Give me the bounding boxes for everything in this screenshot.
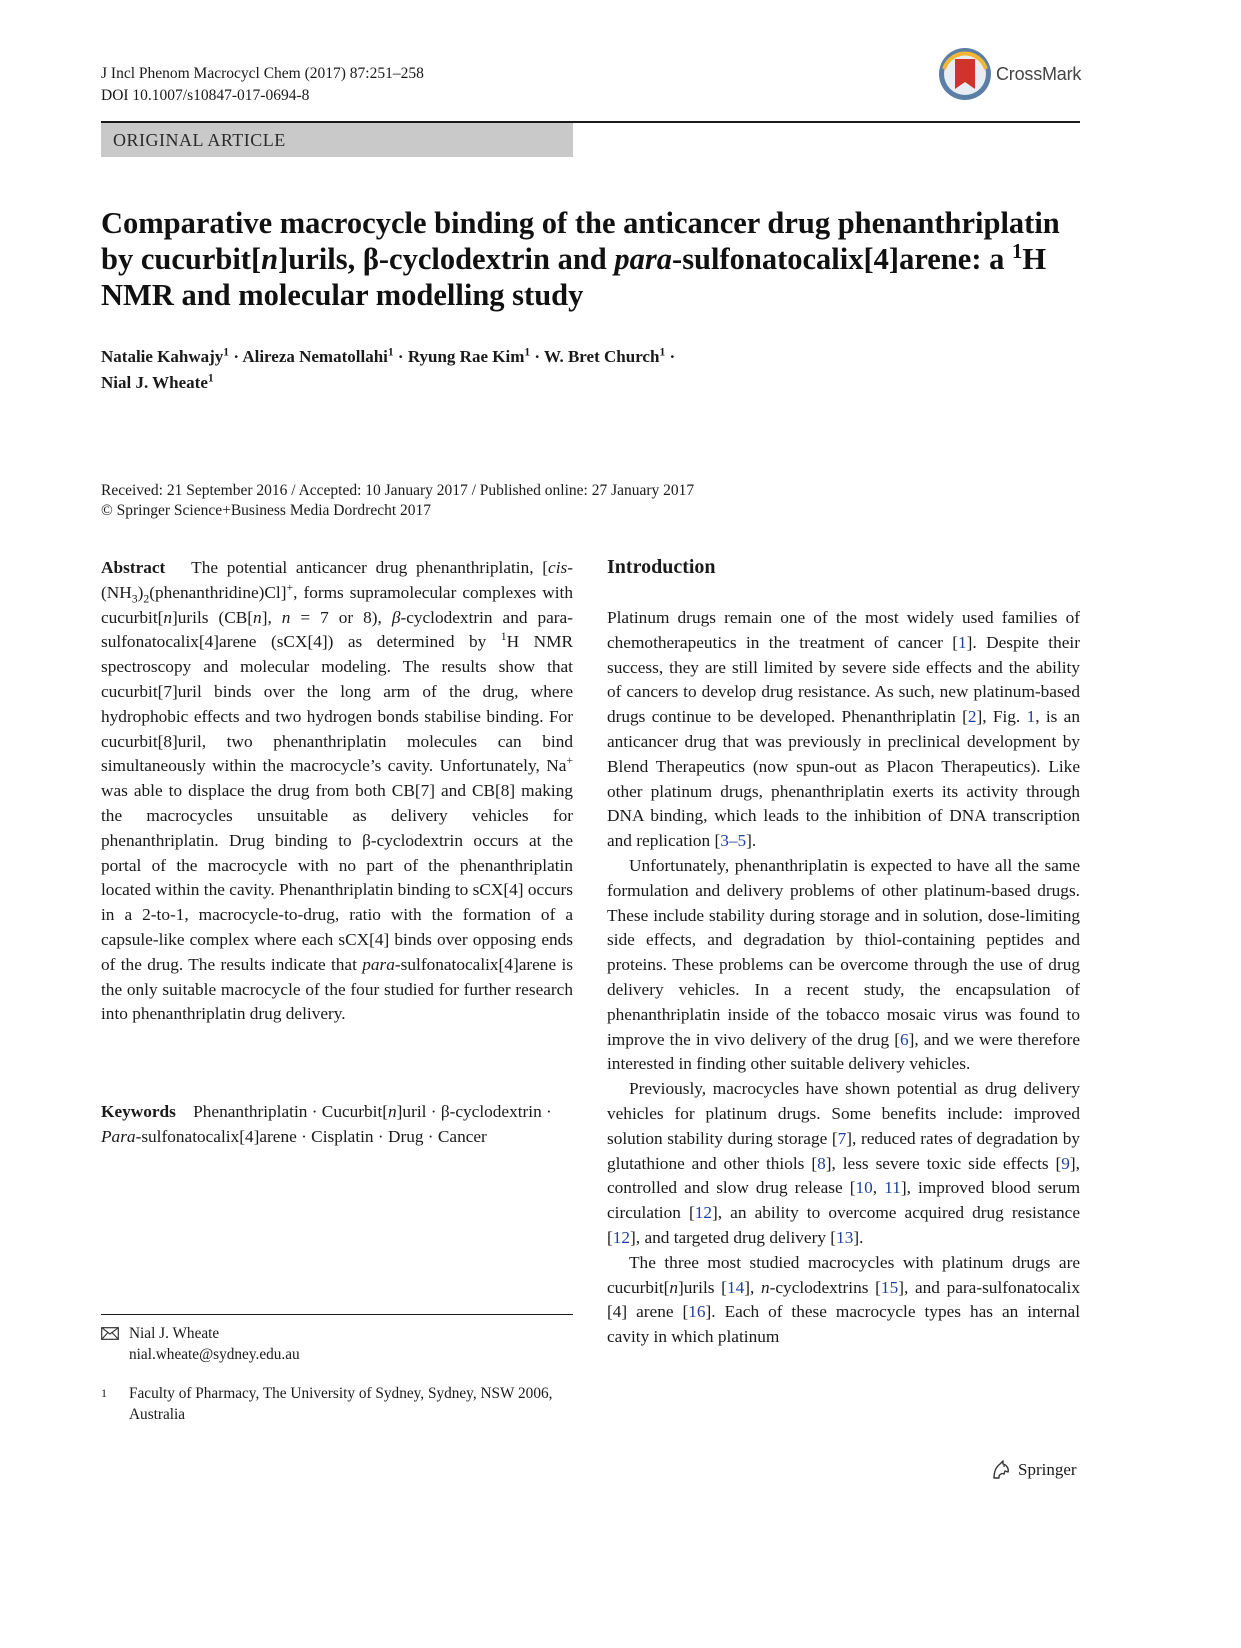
citation-link[interactable]: 16 [688, 1302, 706, 1322]
paragraph: The three most studied macrocycles with platinum drugs are cucurbit[n]urils [14], n-cyclodextrins [15], and para-sulfonatocalix [4] arene [16]. Each of these macrocycle types has an internal cavity in which platinum [607, 1252, 1080, 1347]
citation-link[interactable]: 2 [967, 707, 977, 727]
paragraph: Previously, macrocycles have shown potential as drug delivery vehicles for platinum drugs. Some benefits include: improved solution stability during storage [7], reduced rates of degradation by glutathione and other thiols [8], less severe toxic side effects [9], controlled and slow drug release [10, 11], improved blood serum circulation [12], an ability to overcome acquired drug resistance [12], and targeted drug delivery [13]. [607, 1079, 1081, 1247]
history-line: Received: 21 September 2016 / Accepted: 10 January 2017 / Published online: 27 January 2017 [101, 482, 695, 499]
publisher-name: Springer [1018, 1460, 1077, 1479]
citation-link[interactable]: 8 [817, 1153, 826, 1173]
citation-link[interactable]: 13 [836, 1227, 854, 1247]
citation-link[interactable]: 10 [855, 1178, 873, 1198]
author[interactable]: Alireza Nematollahi$^1$ [242, 345, 394, 366]
journal-doi[interactable]: DOI 10.1007/s10847-017-0694-8 [101, 87, 310, 104]
affiliation-text: Faculty of Pharmacy, The University of Sydney, Sydney, NSW 2006, Australia [129, 1385, 553, 1423]
corresponding-author [101, 1323, 573, 1365]
paragraph: Unfortunately, phenanthriplatin is expected to have all the same formulation and delivery problems of other platinum-based drugs. These include stability during storage and in solution, dose-limiting side effects, and degradation by thiol-containing peptides and proteins. These problems can be overcome through the use of drug delivery vehicles. In a recent study, the encapsulation of phenanthriplatin inside of the tobacco mosaic virus was found to improve the in vivo delivery of the drug [6], and we were therefore interested in finding other suitable delivery vehicles. [607, 855, 1080, 1074]
citation-link[interactable]: 12 [694, 1203, 713, 1223]
publisher-logo [990, 1456, 1077, 1484]
crossmark-badge[interactable] [938, 46, 1083, 102]
article-dates [101, 481, 1081, 521]
citation-link[interactable]: 15 [880, 1277, 899, 1297]
citation-link[interactable]: 7 [837, 1128, 847, 1148]
citation-link[interactable]: 1 [958, 632, 967, 652]
citation-link[interactable]: 14 [726, 1277, 745, 1297]
citation-link[interactable]: 9 [1061, 1153, 1070, 1173]
contact-name: Nial J. Wheate [129, 1325, 220, 1342]
crossmark-icon [938, 47, 992, 101]
section-heading-introduction: Introduction [607, 556, 716, 578]
keywords-label: Keywords [101, 1102, 176, 1121]
citation-link[interactable]: 3–5 [720, 831, 747, 851]
envelope-icon [101, 1327, 119, 1340]
citation-link[interactable]: 6 [899, 1029, 909, 1049]
abstract: Abstract The potential anticancer drug phenanthriplatin, $[cis-(NH_3)_2(phenanthridine)Cl]^+$, forms supramolecular complexes with cucurbit[n]urils (CB[n], n = 7 or 8), β-cyclodextrin and para-sulfonatocalix[4]arene (sCX[4]) as determined by $^1$H NMR spectroscopy and molecular modeling. The results show that cucurbit[7]uril binds over the long arm of the drug, where hydrophobic effects and two hydrogen bonds stabilise binding. For cucurbit[8]uril, two phenanthriplatin molecules can bind simultaneously within the macrocycle’s cavity. Unfortunately, Na+ was able to displace the drug from both CB[7] and CB[8] making the macrocycles unsuitable as delivery vehicles for phenanthriplatin. Drug binding to β-cyclodextrin occurs at the portal of the macrocycle with no part of the phenanthriplatin located within the cavity. Phenanthriplatin binding to sCX[4] occurs in a 2-to-1, macrocycle-to-drug, ratio with the formation of a capsule-like complex where each sCX[4] binds over opposing ends of the drug. The results indicate that para-sulfonatocalix[4]arene is the only suitable macrocycle of the four studied for further research into phenanthriplatin drug delivery. [101, 558, 573, 1024]
copyright-line: © Springer Science+Business Media Dordrecht 2017 [101, 502, 432, 519]
journal-header [101, 63, 424, 107]
citation-link[interactable]: 12 [612, 1227, 631, 1247]
author[interactable]: W. Bret Church$^1$ [544, 345, 666, 366]
springer-horse-icon [990, 1459, 1012, 1481]
article-type: ORIGINAL ARTICLE [101, 123, 573, 157]
journal-citation: J Incl Phenom Macrocycl Chem (2017) 87:251–258 [101, 65, 424, 82]
affiliation [101, 1383, 573, 1425]
introduction-body [607, 606, 1080, 1350]
figure-link[interactable]: 1 [1026, 707, 1036, 727]
paragraph: Platinum drugs remain one of the most widely used families of chemotherapeutics in the treatment of cancer [1]. Despite their success, they are still limited by severe side effects and the ability of cancers to develop drug resistance. As such, new platinum-based drugs continue to be developed. Phenanthriplatin [2], Fig. 1, is an anticancer drug that was previously in preclinical development by Blend Therapeutics (now spun-out as Placon Therapeutics). Like other platinum drugs, phenanthriplatin exerts its activity through DNA binding, which leads to the inhibition of DNA transcription and replication [3–5]. [607, 608, 1080, 851]
author[interactable]: Nial J. Wheate$^1$ [101, 371, 214, 392]
contact-email[interactable]: nial.wheate@sydney.edu.au [129, 1346, 300, 1363]
crossmark-label: CrossMark [996, 63, 1082, 84]
author[interactable]: Natalie Kahwajy$^1$ [101, 345, 230, 366]
author-list: Natalie Kahwajy$^1$ · Alireza Nematollahi$^1$ · Ryung Rae Kim$^1$ · W. Bret Church$^1$ · Nial J. Wheate$^1$ [101, 345, 676, 392]
article-title: Comparative macrocycle binding of the anticancer drug phenanthriplatin by cucurbit[n]urils, β-cyclodextrin and para-sulfonatocalix[4]arene: a $^1$H NMR and molecular modelling study [101, 206, 1060, 312]
affiliation-number: 1 [101, 1386, 107, 1400]
keywords: Keywords Phenanthriplatin · Cucurbit[n]uril · β-cyclodextrin · Para-sulfonatocalix[4]arene · Cisplatin · Drug · Cancer [101, 1102, 552, 1146]
footnote-rule [101, 1314, 573, 1315]
abstract-label: Abstract [101, 558, 166, 577]
citation-link[interactable]: 11 [884, 1178, 901, 1198]
author[interactable]: Ryung Rae Kim$^1$ [407, 345, 531, 366]
